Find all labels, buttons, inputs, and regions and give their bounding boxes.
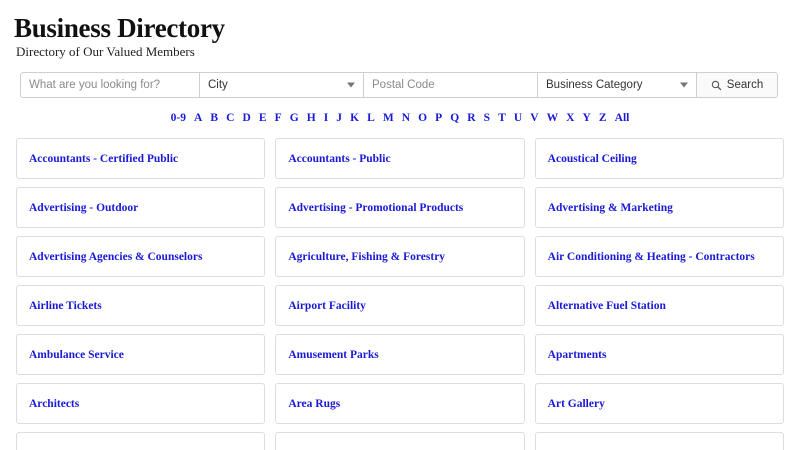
category-grid (16, 138, 784, 450)
chevron-down-icon (347, 83, 355, 88)
category-card[interactable] (535, 138, 784, 179)
category-link[interactable]: Agriculture, Fishing & Forestry (288, 250, 446, 263)
search-bar (20, 72, 780, 98)
alpha-link[interactable]: B (210, 112, 219, 125)
category-link[interactable]: Airport Facility (288, 299, 366, 312)
alphabet-filter (0, 112, 800, 124)
search-button-label: Search (726, 79, 764, 92)
alpha-link[interactable]: W (546, 112, 559, 125)
alpha-link[interactable]: P (435, 112, 443, 125)
alpha-link[interactable]: A (194, 112, 203, 125)
category-card[interactable] (535, 432, 784, 450)
city-select[interactable] (199, 72, 364, 98)
category-link[interactable]: Advertising & Marketing (547, 201, 673, 214)
category-card[interactable] (535, 334, 784, 375)
category-card[interactable] (275, 285, 524, 326)
category-link[interactable]: Alternative Fuel Station (547, 299, 666, 312)
alpha-link[interactable]: L (367, 112, 375, 125)
category-link[interactable]: Architects (29, 397, 80, 410)
alpha-link[interactable]: K (350, 112, 360, 125)
category-link[interactable]: Acoustical Ceiling (547, 152, 637, 165)
alpha-link[interactable]: M (382, 112, 394, 125)
alpha-link[interactable]: V (530, 112, 539, 125)
category-card[interactable] (275, 383, 524, 424)
category-link[interactable]: Air Conditioning & Heating - Contractors (547, 250, 755, 263)
category-card[interactable] (16, 138, 265, 179)
alpha-link[interactable]: G (289, 112, 299, 125)
category-link[interactable]: Advertising - Promotional Products (288, 201, 464, 214)
search-input[interactable]: What are you looking for? (20, 72, 200, 98)
alpha-link[interactable]: Y (582, 112, 591, 125)
category-card[interactable] (16, 432, 265, 450)
page-title: Business Directory (14, 13, 225, 43)
alpha-link[interactable]: Q (450, 112, 460, 125)
alpha-link[interactable]: F (274, 112, 282, 125)
category-link[interactable]: Art Gallery (547, 397, 605, 410)
city-select-value: City (208, 79, 228, 92)
alpha-link[interactable]: D (242, 112, 251, 125)
category-card[interactable] (535, 187, 784, 228)
category-link[interactable]: Advertising Agencies & Counselors (29, 250, 203, 263)
alpha-link[interactable]: C (226, 112, 235, 125)
category-card[interactable] (16, 187, 265, 228)
alpha-link[interactable]: X (566, 112, 575, 125)
business-category-value: Business Category (546, 79, 643, 92)
alpha-link[interactable]: E (258, 112, 267, 125)
category-link[interactable]: Apartments (547, 348, 607, 361)
alpha-link[interactable]: Z (598, 112, 607, 125)
category-card[interactable] (275, 187, 524, 228)
alpha-link[interactable]: J (336, 112, 343, 125)
search-icon (711, 80, 722, 91)
page-subtitle: Directory of Our Valued Members (16, 44, 195, 60)
category-link[interactable]: Airline Tickets (29, 299, 102, 312)
category-link[interactable]: Area Rugs (288, 397, 341, 410)
category-card[interactable] (535, 285, 784, 326)
category-link[interactable]: Accountants - Certified Public (29, 152, 179, 165)
alpha-link[interactable]: S (483, 112, 491, 125)
category-card[interactable] (16, 285, 265, 326)
category-link[interactable]: Amusement Parks (288, 348, 379, 361)
category-card[interactable] (535, 383, 784, 424)
alpha-link[interactable]: 0-9 (170, 112, 186, 125)
chevron-down-icon (680, 83, 688, 88)
alpha-link[interactable]: N (401, 112, 411, 125)
category-link[interactable]: Ambulance Service (29, 348, 124, 361)
alpha-link[interactable]: All (614, 112, 630, 125)
alpha-link[interactable]: U (513, 112, 523, 125)
alpha-link[interactable]: T (498, 112, 506, 125)
alpha-link[interactable]: O (418, 112, 428, 125)
category-link[interactable]: Accountants - Public (288, 152, 391, 165)
category-link[interactable]: Advertising - Outdoor (29, 201, 139, 214)
alpha-link[interactable]: H (306, 112, 316, 125)
category-card[interactable] (275, 138, 524, 179)
search-button[interactable] (696, 72, 778, 98)
category-card[interactable] (275, 432, 524, 450)
alpha-link[interactable]: R (467, 112, 476, 125)
category-card[interactable] (275, 236, 524, 277)
category-card[interactable] (16, 383, 265, 424)
category-card[interactable] (275, 334, 524, 375)
postal-code-input[interactable]: Postal Code (363, 72, 538, 98)
alpha-link[interactable]: I (323, 112, 329, 125)
page-header (0, 0, 800, 60)
category-card[interactable] (535, 236, 784, 277)
category-card[interactable] (16, 334, 265, 375)
business-category-select[interactable] (537, 72, 697, 98)
category-card[interactable] (16, 236, 265, 277)
